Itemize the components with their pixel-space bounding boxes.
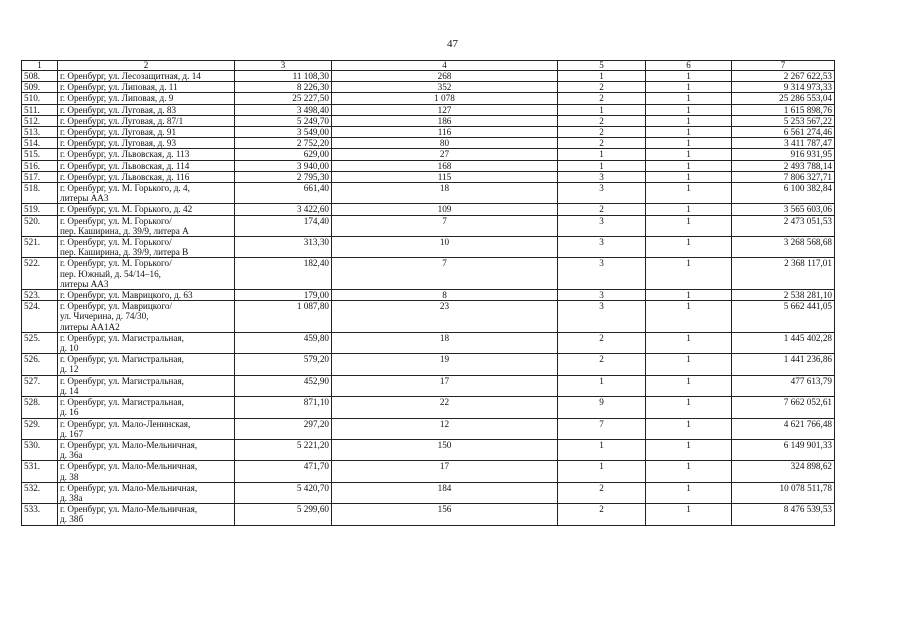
address-cell <box>58 461 235 482</box>
page-number: 47 <box>447 38 458 50</box>
column-4-value: 168 <box>332 160 558 171</box>
column-4-value: 18 <box>332 332 558 353</box>
address-line: г. Оренбург, ул. Мало-Мельничная, <box>60 482 198 493</box>
area-value: 661,40 <box>235 183 332 204</box>
area-value: 174,40 <box>235 215 332 236</box>
area-value: 471,70 <box>235 461 332 482</box>
area-value: 182,40 <box>235 258 332 290</box>
address-cell <box>58 418 235 439</box>
address-line: г. Оренбург, ул. Львовская, д. 113 <box>60 149 190 160</box>
address-line: г. Оренбург, ул. Мало-Мельничная, <box>60 461 198 472</box>
cost-value: 2 493 788,14 <box>732 160 835 171</box>
address-line: д. 167 <box>60 428 84 439</box>
column-4-value: 352 <box>332 82 558 93</box>
address-line: г. Оренбург, ул. Магистральная, <box>60 397 184 408</box>
address-line: д. 36а <box>60 450 83 461</box>
row-number: 519. <box>22 204 58 215</box>
column-5-value: 3 <box>558 258 646 290</box>
cost-value: 2 538 281,10 <box>732 290 835 301</box>
column-header: 4 <box>332 61 558 71</box>
address-line: г. Оренбург, ул. Магистральная, <box>60 375 184 386</box>
address-cell <box>58 439 235 460</box>
column-6-value: 1 <box>646 93 732 104</box>
column-6-value: 1 <box>646 504 732 525</box>
column-4-value: 80 <box>332 138 558 149</box>
table-row <box>22 127 835 138</box>
cost-value: 2 368 117,01 <box>732 258 835 290</box>
table-row <box>22 290 835 301</box>
table-body <box>22 71 835 526</box>
column-5-value: 2 <box>558 115 646 126</box>
column-6-value: 1 <box>646 215 732 236</box>
row-number: 525. <box>22 332 58 353</box>
row-number: 512. <box>22 115 58 126</box>
address-line: г. Оренбург, ул. М. Горького, д. 42 <box>60 204 193 215</box>
column-4-value: 18 <box>332 183 558 204</box>
column-header: 7 <box>732 61 835 71</box>
table-row <box>22 204 835 215</box>
column-6-value: 1 <box>646 332 732 353</box>
column-4-value: 8 <box>332 290 558 301</box>
cost-value: 5 253 567,22 <box>732 115 835 126</box>
column-5-value: 1 <box>558 104 646 115</box>
address-line: литеры АА3 <box>60 278 109 289</box>
area-value: 1 087,80 <box>235 301 332 333</box>
address-line: литеры АА1А2 <box>60 321 120 332</box>
table-row <box>22 183 835 204</box>
column-6-value: 1 <box>646 461 732 482</box>
address-cell <box>58 138 235 149</box>
row-number: 522. <box>22 258 58 290</box>
address-line: г. Оренбург, ул. М. Горького/ <box>60 258 172 269</box>
address-line: г. Оренбург, ул. Мало-Ленинская, <box>60 418 191 429</box>
area-value: 2 752,20 <box>235 138 332 149</box>
column-5-value: 2 <box>558 93 646 104</box>
address-cell <box>58 127 235 138</box>
area-value: 5 221,20 <box>235 439 332 460</box>
cost-value: 2 267 622,53 <box>732 71 835 82</box>
row-number: 531. <box>22 461 58 482</box>
column-6-value: 1 <box>646 301 732 333</box>
column-4-value: 17 <box>332 461 558 482</box>
column-5-value: 2 <box>558 504 646 525</box>
column-6-value: 1 <box>646 138 732 149</box>
table-row <box>22 237 835 258</box>
column-6-value: 1 <box>646 71 732 82</box>
column-4-value: 12 <box>332 418 558 439</box>
column-5-value: 3 <box>558 301 646 333</box>
cost-value: 2 473 051,53 <box>732 215 835 236</box>
table-row <box>22 375 835 396</box>
address-cell <box>58 354 235 375</box>
row-number: 526. <box>22 354 58 375</box>
table-row <box>22 301 835 333</box>
row-number: 511. <box>22 104 58 115</box>
address-line: г. Оренбург, ул. Маврицкого, д. 63 <box>60 290 193 301</box>
address-cell <box>58 82 235 93</box>
row-number: 529. <box>22 418 58 439</box>
table-row <box>22 82 835 93</box>
column-6-value: 1 <box>646 171 732 182</box>
table-row <box>22 104 835 115</box>
cost-value: 6 149 901,33 <box>732 439 835 460</box>
column-4-value: 1 078 <box>332 93 558 104</box>
cost-value: 324 898,62 <box>732 461 835 482</box>
column-5-value: 2 <box>558 482 646 503</box>
area-value: 3 549,00 <box>235 127 332 138</box>
table-row <box>22 504 835 525</box>
address-line: д. 12 <box>60 364 79 375</box>
column-6-value: 1 <box>646 375 732 396</box>
cost-value: 916 931,95 <box>732 149 835 160</box>
address-line: г. Оренбург, ул. М. Горького/ <box>60 215 172 226</box>
table-row <box>22 160 835 171</box>
column-header: 3 <box>235 61 332 71</box>
row-number: 523. <box>22 290 58 301</box>
address-line: д. 38б <box>60 514 84 525</box>
address-line: д. 38 <box>60 471 79 482</box>
address-line: г. Оренбург, ул. Мало-Мельничная, <box>60 439 198 450</box>
column-6-value: 1 <box>646 290 732 301</box>
column-6-value: 1 <box>646 418 732 439</box>
cost-value: 25 286 553,04 <box>732 93 835 104</box>
column-6-value: 1 <box>646 183 732 204</box>
column-4-value: 156 <box>332 504 558 525</box>
column-4-value: 127 <box>332 104 558 115</box>
column-4-value: 116 <box>332 127 558 138</box>
column-header: 5 <box>558 61 646 71</box>
address-cell <box>58 204 235 215</box>
address-cell <box>58 375 235 396</box>
column-4-value: 186 <box>332 115 558 126</box>
row-number: 514. <box>22 138 58 149</box>
address-line: г. Оренбург, ул. Магистральная, <box>60 354 184 365</box>
register-table <box>21 60 835 526</box>
row-number: 513. <box>22 127 58 138</box>
cost-value: 8 476 539,53 <box>732 504 835 525</box>
table-row <box>22 138 835 149</box>
table-row <box>22 258 835 290</box>
address-line: г. Оренбург, ул. М. Горького/ <box>60 237 172 248</box>
column-header: 2 <box>58 61 235 71</box>
area-value: 11 108,30 <box>235 71 332 82</box>
address-cell <box>58 104 235 115</box>
column-4-value: 150 <box>332 439 558 460</box>
column-6-value: 1 <box>646 204 732 215</box>
address-line: г. Оренбург, ул. Луговая, д. 93 <box>60 138 177 149</box>
row-number: 524. <box>22 301 58 333</box>
column-5-value: 7 <box>558 418 646 439</box>
address-line: г. Оренбург, ул. М. Горького, д. 4, <box>60 183 190 194</box>
address-cell <box>58 258 235 290</box>
cost-value: 1 441 236,86 <box>732 354 835 375</box>
column-5-value: 3 <box>558 215 646 236</box>
row-number: 533. <box>22 504 58 525</box>
column-5-value: 2 <box>558 204 646 215</box>
row-number: 527. <box>22 375 58 396</box>
column-4-value: 109 <box>332 204 558 215</box>
address-line: пер. Каширина, д. 39/9, литера А <box>60 225 189 236</box>
column-6-value: 1 <box>646 82 732 93</box>
column-5-value: 3 <box>558 290 646 301</box>
address-cell <box>58 183 235 204</box>
column-6-value: 1 <box>646 149 732 160</box>
cost-value: 4 621 766,48 <box>732 418 835 439</box>
address-line: литеры АА3 <box>60 193 109 204</box>
row-number: 520. <box>22 215 58 236</box>
area-value: 871,10 <box>235 397 332 418</box>
address-line: г. Оренбург, ул. Липовая, д. 11 <box>60 82 178 93</box>
column-6-value: 1 <box>646 127 732 138</box>
column-5-value: 1 <box>558 149 646 160</box>
address-cell <box>58 504 235 525</box>
address-cell <box>58 171 235 182</box>
cost-value: 10 078 511,78 <box>732 482 835 503</box>
address-cell <box>58 237 235 258</box>
row-number: 518. <box>22 183 58 204</box>
area-value: 2 795,30 <box>235 171 332 182</box>
row-number: 517. <box>22 171 58 182</box>
table-row <box>22 115 835 126</box>
column-5-value: 2 <box>558 82 646 93</box>
column-4-value: 184 <box>332 482 558 503</box>
row-number: 515. <box>22 149 58 160</box>
column-5-value: 1 <box>558 439 646 460</box>
area-value: 5 299,60 <box>235 504 332 525</box>
column-4-value: 10 <box>332 237 558 258</box>
column-5-value: 3 <box>558 183 646 204</box>
address-cell <box>58 482 235 503</box>
column-6-value: 1 <box>646 160 732 171</box>
column-5-value: 2 <box>558 354 646 375</box>
column-5-value: 1 <box>558 71 646 82</box>
cost-value: 6 561 274,46 <box>732 127 835 138</box>
address-cell <box>58 290 235 301</box>
address-line: г. Оренбург, ул. Мало-Мельничная, <box>60 504 198 515</box>
column-5-value: 1 <box>558 461 646 482</box>
column-5-value: 3 <box>558 171 646 182</box>
address-line: г. Оренбург, ул. Луговая, д. 91 <box>60 127 177 138</box>
area-value: 5 420,70 <box>235 482 332 503</box>
column-4-value: 7 <box>332 258 558 290</box>
cost-value: 477 613,79 <box>732 375 835 396</box>
row-number: 509. <box>22 82 58 93</box>
address-cell <box>58 301 235 333</box>
column-5-value: 3 <box>558 237 646 258</box>
column-6-value: 1 <box>646 354 732 375</box>
cost-value: 7 662 052,61 <box>732 397 835 418</box>
cost-value: 1 615 898,76 <box>732 104 835 115</box>
address-cell <box>58 332 235 353</box>
row-number: 528. <box>22 397 58 418</box>
address-line: г. Оренбург, ул. Луговая, д. 83 <box>60 104 177 115</box>
area-value: 8 226,30 <box>235 82 332 93</box>
table-row <box>22 149 835 160</box>
column-6-value: 1 <box>646 397 732 418</box>
area-value: 3 422,60 <box>235 204 332 215</box>
column-6-value: 1 <box>646 104 732 115</box>
address-line: пер. Южный, д. 54/14–16, <box>60 268 161 279</box>
address-line: д. 16 <box>60 407 79 418</box>
row-number: 521. <box>22 237 58 258</box>
area-value: 297,20 <box>235 418 332 439</box>
table-row <box>22 418 835 439</box>
cost-value: 3 268 568,68 <box>732 237 835 258</box>
cost-value: 3 565 603,06 <box>732 204 835 215</box>
address-cell <box>58 71 235 82</box>
column-4-value: 23 <box>332 301 558 333</box>
column-6-value: 1 <box>646 237 732 258</box>
cost-value: 3 411 787,47 <box>732 138 835 149</box>
table-row <box>22 71 835 82</box>
cost-value: 1 445 402,28 <box>732 332 835 353</box>
column-5-value: 2 <box>558 127 646 138</box>
table-row <box>22 439 835 460</box>
cost-value: 6 100 382,84 <box>732 183 835 204</box>
column-header: 1 <box>22 61 58 71</box>
area-value: 459,80 <box>235 332 332 353</box>
row-number: 532. <box>22 482 58 503</box>
table-row <box>22 354 835 375</box>
address-cell <box>58 149 235 160</box>
table-row <box>22 461 835 482</box>
address-line: г. Оренбург, ул. Маврицкого/ <box>60 301 173 312</box>
area-value: 629,00 <box>235 149 332 160</box>
area-value: 5 249,70 <box>235 115 332 126</box>
row-number: 530. <box>22 439 58 460</box>
area-value: 3 940,00 <box>235 160 332 171</box>
column-header-row <box>22 61 835 71</box>
column-4-value: 17 <box>332 375 558 396</box>
column-header: 6 <box>646 61 732 71</box>
address-line: ул. Чичерина, д. 74/30, <box>60 311 149 322</box>
column-5-value: 2 <box>558 138 646 149</box>
area-value: 452,90 <box>235 375 332 396</box>
column-5-value: 1 <box>558 375 646 396</box>
column-6-value: 1 <box>646 439 732 460</box>
row-number: 516. <box>22 160 58 171</box>
table-row <box>22 332 835 353</box>
column-6-value: 1 <box>646 258 732 290</box>
column-4-value: 268 <box>332 71 558 82</box>
address-line: д. 10 <box>60 343 79 354</box>
address-cell <box>58 115 235 126</box>
row-number: 508. <box>22 71 58 82</box>
table-row <box>22 171 835 182</box>
column-4-value: 27 <box>332 149 558 160</box>
cost-value: 9 314 973,33 <box>732 82 835 93</box>
address-line: г. Оренбург, ул. Львовская, д. 114 <box>60 160 190 171</box>
address-line: пер. Каширина, д. 39/9, литера В <box>60 247 189 258</box>
address-line: д. 14 <box>60 385 79 396</box>
column-6-value: 1 <box>646 115 732 126</box>
column-6-value: 1 <box>646 482 732 503</box>
address-cell <box>58 160 235 171</box>
column-5-value: 1 <box>558 160 646 171</box>
cost-value: 7 806 327,71 <box>732 171 835 182</box>
column-5-value: 9 <box>558 397 646 418</box>
area-value: 25 227,50 <box>235 93 332 104</box>
address-line: г. Оренбург, ул. Лесозащитная, д. 14 <box>60 71 201 81</box>
table-row <box>22 482 835 503</box>
address-cell <box>58 397 235 418</box>
row-number: 510. <box>22 93 58 104</box>
table-row <box>22 215 835 236</box>
address-line: г. Оренбург, ул. Львовская, д. 116 <box>60 171 190 182</box>
address-line: г. Оренбург, ул. Луговая, д. 87/1 <box>60 115 184 126</box>
area-value: 313,30 <box>235 237 332 258</box>
table-row <box>22 397 835 418</box>
table-row <box>22 93 835 104</box>
column-5-value: 2 <box>558 332 646 353</box>
address-line: д. 38а <box>60 492 83 503</box>
column-4-value: 7 <box>332 215 558 236</box>
column-4-value: 19 <box>332 354 558 375</box>
area-value: 579,20 <box>235 354 332 375</box>
address-line: г. Оренбург, ул. Магистральная, <box>60 332 184 343</box>
address-cell <box>58 215 235 236</box>
address-line: г. Оренбург, ул. Липовая, д. 9 <box>60 93 174 104</box>
area-value: 179,00 <box>235 290 332 301</box>
area-value: 3 498,40 <box>235 104 332 115</box>
cost-value: 5 662 441,05 <box>732 301 835 333</box>
column-4-value: 22 <box>332 397 558 418</box>
address-cell <box>58 93 235 104</box>
column-4-value: 115 <box>332 171 558 182</box>
